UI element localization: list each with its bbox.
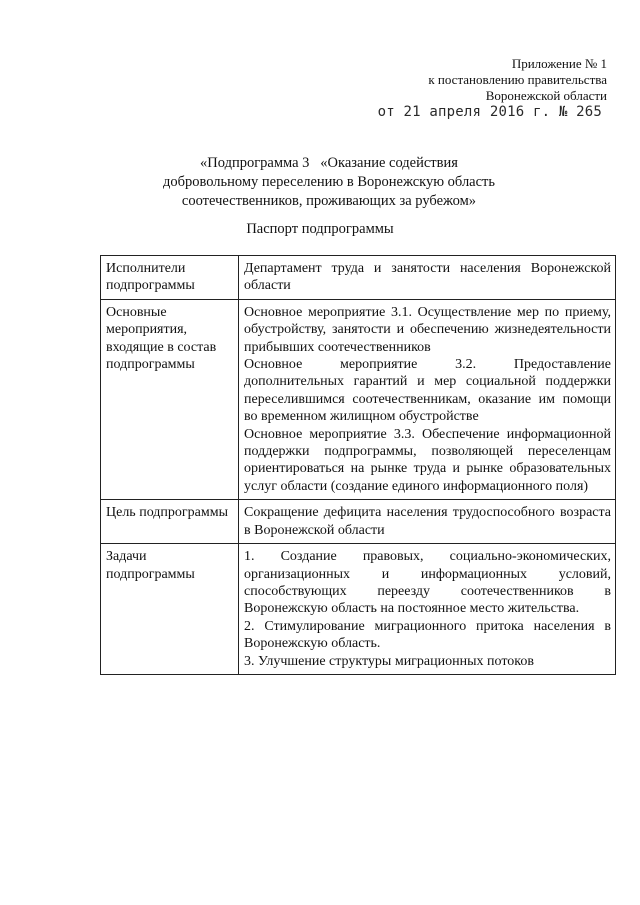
task-item: 2. Стимулирование миграционного притока населения в Воронежскую область.	[244, 618, 611, 652]
row-label: Цель подпрограммы	[101, 500, 239, 544]
table-row	[101, 500, 616, 544]
document-title	[120, 154, 538, 211]
appendix-header	[307, 56, 607, 104]
row-value	[239, 299, 616, 499]
row-label: Основные мероприятия, входящие в состав подпрограммы	[101, 299, 239, 499]
title-line: соотечественников, проживающих за рубежом»	[181, 193, 477, 209]
appendix-line: Приложение № 1	[511, 56, 607, 71]
task-item: 3. Улучшение структуры миграционных потоков	[244, 653, 534, 669]
task-item: 1. Создание правовых, социально-экономических, организационных и информационных условий, способствующих переезду соотечественников в Воронежскую область на постоянное место жительства.	[244, 549, 611, 617]
date-number-stamp: от 21 апреля 2016 г. № 265	[377, 104, 602, 120]
row-value	[239, 544, 616, 675]
measure-item: Основное мероприятие 3.2. Предоставление дополнительных гарантий и мер социальной поддержки переселившимся соотечественникам, оказание им помощи во временном жилищном обустройстве	[244, 357, 611, 425]
measure-item: Основное мероприятие 3.3. Обеспечение информационной поддержки подпрограммы, позволяющей переселенцам ориентироваться на рынке труда и рынке образовательных услуг области (создание единого информационного поля)	[244, 426, 611, 494]
row-value: Сокращение дефицита населения трудоспособного возраста в Воронежской области	[239, 500, 616, 544]
title-line: «Подпрограмма 3 «Оказание содействия	[200, 155, 458, 171]
table-row	[101, 256, 616, 300]
appendix-line: Воронежской области	[485, 88, 607, 103]
row-label: Задачи подпрограммы	[101, 544, 239, 675]
row-label: Исполнители подпрограммы	[101, 256, 239, 300]
passport-heading: Паспорт подпрограммы	[246, 221, 394, 237]
passport-table	[100, 255, 616, 675]
title-line: добровольному переселению в Воронежскую область	[162, 174, 496, 190]
table-row	[101, 299, 616, 499]
table-row	[101, 544, 616, 675]
measure-item: Основное мероприятие 3.1. Осуществление мер по приему, обустройству, занятости и обеспечению жизнедеятельности прибывших соотечественников	[244, 304, 611, 355]
row-value: Департамент труда и занятости населения Воронежской области	[239, 256, 616, 300]
appendix-line: к постановлению правительства	[428, 72, 607, 87]
